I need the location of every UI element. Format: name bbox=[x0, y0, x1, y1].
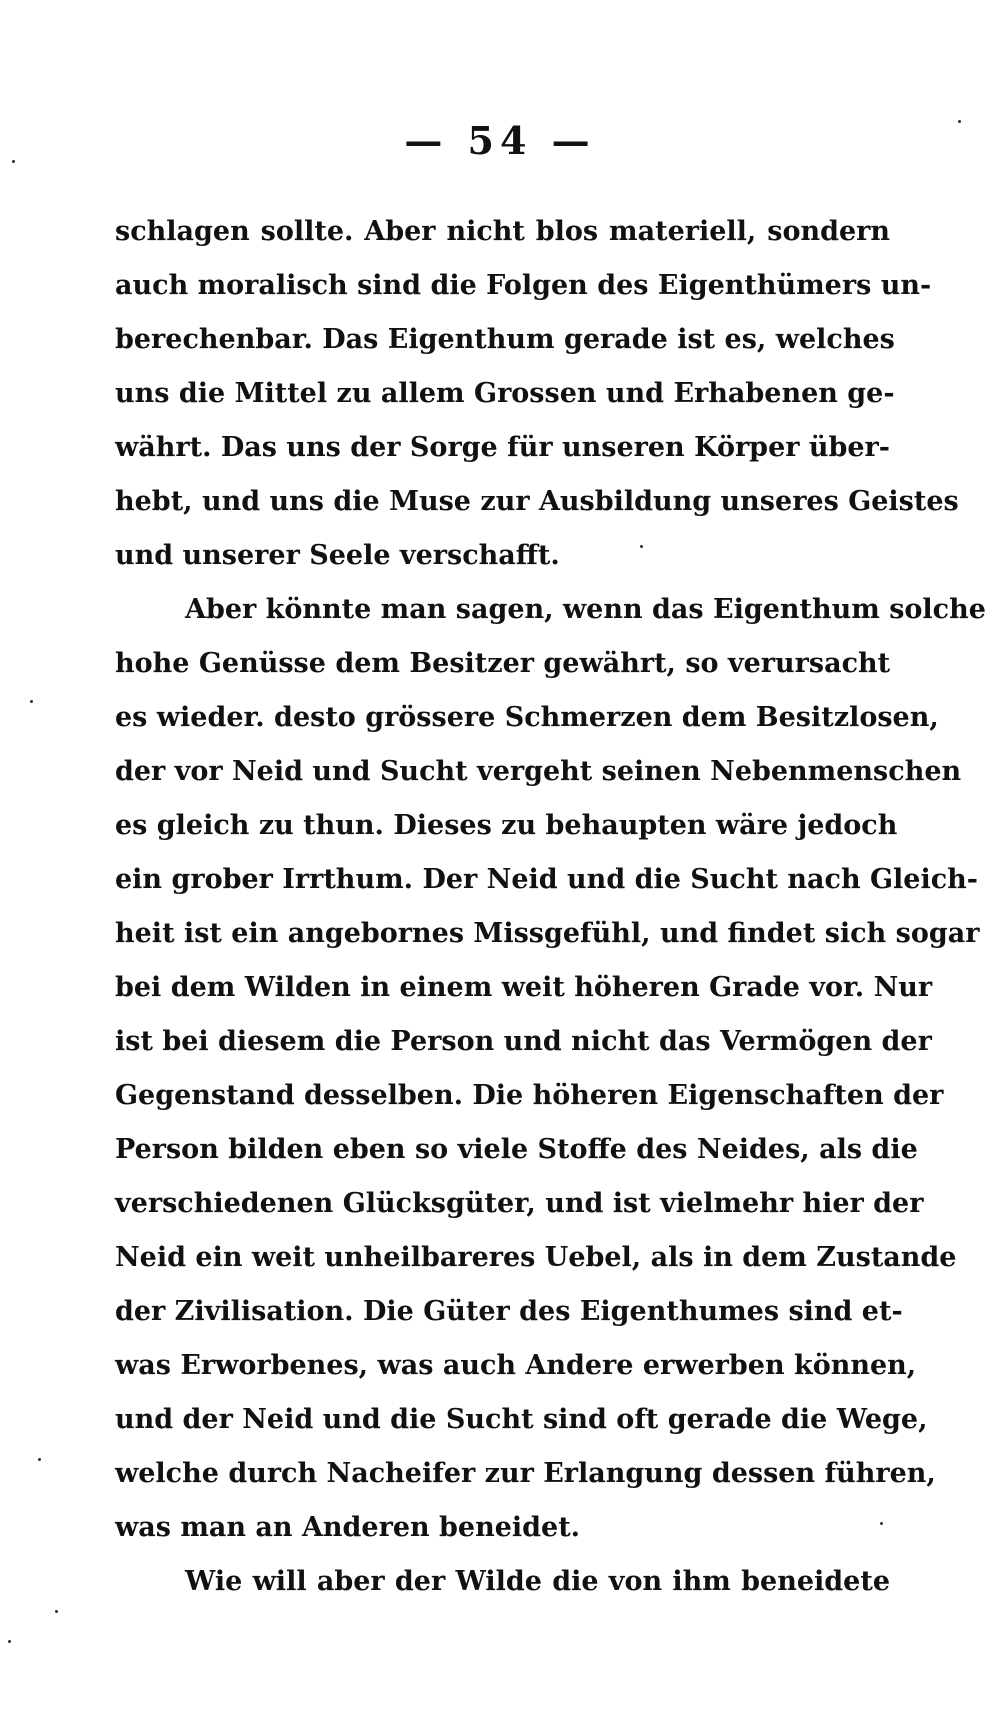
text-line: Wie will aber der Wilde die von ihm beneidete bbox=[185, 1566, 890, 1597]
page-number: — 54 — bbox=[404, 118, 596, 163]
text-line: und unserer Seele verschafft. bbox=[115, 540, 560, 571]
text-line: was Erworbenes, was auch Andere erwerben können, bbox=[115, 1350, 917, 1381]
text-line: bei dem Wilden in einem weit höheren Grade vor. Nur bbox=[115, 972, 933, 1003]
text-line: uns die Mittel zu allem Grossen und Erhabenen ge- bbox=[115, 378, 895, 409]
text-line: es wieder. desto grössere Schmerzen dem Besitzlosen, bbox=[115, 702, 939, 733]
speck bbox=[38, 1458, 41, 1461]
speck bbox=[30, 700, 33, 703]
text-line: es gleich zu thun. Dieses zu behaupten wäre jedoch bbox=[115, 810, 898, 841]
speck bbox=[55, 1610, 58, 1613]
text-line: ein grober Irrthum. Der Neid und die Sucht nach Gleich- bbox=[115, 864, 978, 895]
text-line: hohe Genüsse dem Besitzer gewährt, so verursacht bbox=[115, 648, 891, 679]
speck bbox=[640, 545, 643, 548]
text-line: was man an Anderen beneidet. bbox=[115, 1512, 581, 1543]
text-line: heit ist ein angebornes Missgefühl, und findet sich sogar bbox=[115, 918, 980, 949]
text-line: welche durch Nacheifer zur Erlangung dessen führen, bbox=[115, 1458, 936, 1489]
text-line: auch moralisch sind die Folgen des Eigenthümers un- bbox=[115, 270, 932, 301]
speck bbox=[958, 120, 961, 123]
text-line: und der Neid und die Sucht sind oft gerade die Wege, bbox=[115, 1404, 928, 1435]
text-line: ist bei diesem die Person und nicht das Vermögen der bbox=[115, 1026, 932, 1057]
speck bbox=[12, 160, 15, 163]
speck bbox=[880, 1522, 883, 1525]
text-line: der vor Neid und Sucht vergeht seinen Nebenmenschen bbox=[115, 756, 962, 787]
text-line: Aber könnte man sagen, wenn das Eigenthum solche bbox=[185, 594, 986, 625]
text-line: währt. Das uns der Sorge für unseren Körper über- bbox=[115, 432, 890, 463]
text-line: berechenbar. Das Eigenthum gerade ist es, welches bbox=[115, 324, 895, 355]
text-line: schlagen sollte. Aber nicht blos materiell, sondern bbox=[115, 216, 890, 247]
speck bbox=[8, 1640, 11, 1643]
text-line: Person bilden eben so viele Stoffe des Neides, als die bbox=[115, 1134, 918, 1165]
text-line: verschiedenen Glücksgüter, und ist vielmehr hier der bbox=[115, 1188, 924, 1219]
text-line: Gegenstand desselben. Die höheren Eigenschaften der bbox=[115, 1080, 944, 1111]
text-line: Neid ein weit unheilbareres Uebel, als in dem Zustande bbox=[115, 1242, 957, 1273]
text-line: hebt, und uns die Muse zur Ausbildung unseres Geistes bbox=[115, 486, 959, 517]
text-line: der Zivilisation. Die Güter des Eigenthumes sind et- bbox=[115, 1296, 903, 1327]
body-text bbox=[115, 205, 986, 1609]
